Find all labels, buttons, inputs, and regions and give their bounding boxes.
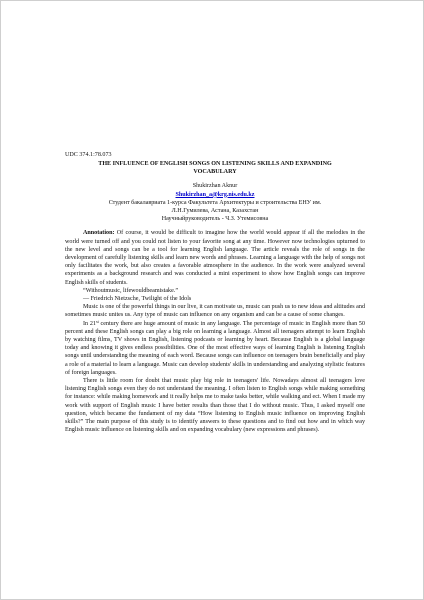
article-title: THE INFLUENCE OF ENGLISH SONGS ON LISTENING SKILLS AND EXPANDING VOCABULARY: [98, 161, 332, 176]
body-paragraph-3: There is little room for doubt that music play big role in teenagers' life. Nowadays almost all teenagers love listening English songs even they do not understand the meaning. I often listen to English songs while making something for instance: while making homework and it really helps me to make tasks better, while walking and ect. When I made my work with support of English music I have better results than those that I do without music. Thus, I asked myself one question, which became the fundament of my data “How listening to English music influence on improving English skills?” The main purpose of this study is to identify answers to these questions and to find out how and in which way English music influence on listening skills and on expanding vocabulary (new expressions and phrases).: [65, 378, 365, 434]
para2-start: In 21: [83, 320, 96, 327]
ordinal-superscript: st: [95, 318, 99, 324]
author-email-line: [65, 191, 365, 199]
udc-code: UDC 374.1:78.073: [65, 152, 112, 158]
body-paragraph-2: [65, 320, 365, 377]
affiliation-line-1: Студент бакалавриата 1-курса Факультета Архитектуры и строительства ЕНУ им.: [108, 199, 322, 206]
author-name: Shukirzhan Aknur: [192, 183, 238, 190]
supervisor-line: Научныйруководитель - Ч.З. Утемисовна: [161, 216, 269, 223]
body-paragraph-1: Music is one of the powerful things in our live, it can motivate us, music can push us to new ideas and altitudes and sometimes music unites us. Any type of music can influence on any organism and can be a cause of some changes.: [65, 304, 365, 319]
affiliation-line-2: Л.Н.Гумилева, Астана, Казахстан: [171, 208, 259, 214]
article-body: [65, 151, 365, 434]
epigraph-source: ― Friedrich Nietzsche, Twilight of the Idols: [83, 296, 192, 303]
epigraph-quote: “Withoutmusic, lifewouldbeamistake.”: [83, 287, 179, 294]
annotation-label: Annotation:: [83, 230, 115, 237]
annotation-paragraph: [65, 229, 365, 286]
author-email-link[interactable]: Shukirzhan_a@krg.nis.edu.kz: [175, 191, 255, 198]
annotation-text: Of course, it would be difficult to imagine how the world would appear if all the melodies in the world were turned off and you could not listen to your favorite song at any time. However now technologies upturned to the new level and songs can be a tool for learning English language. The article reveals the role of songs in the development of carefully listening skills and learn new words and phrases. Learning a language with the help of songs not only facilitates the work, but also creates a favorable atmosphere in the audience. In the work were analyzed several experiments as a background research and was conducted a mini experiment to show how English songs can improve English skills of students.: [65, 230, 365, 286]
para2-rest: century there are huge amount of music in any language. The percentage of music in English more than 50 percent and these English songs can play a big role on learning a language. Almost all teenagers attempt to learn English by watching films, TV shows in English, listening podcasts or learning by heart. Because English is a global language today and knowing it gives endless possibilities. One of the most effective ways of learning English is listening English songs until understanding the meaning of each word. Because songs can influence on teenagers brain beneficially and play a role of a material to learn a language. Music can develop students' skills in understanding and analyzing stylistic features of foreign languages.: [65, 320, 365, 376]
